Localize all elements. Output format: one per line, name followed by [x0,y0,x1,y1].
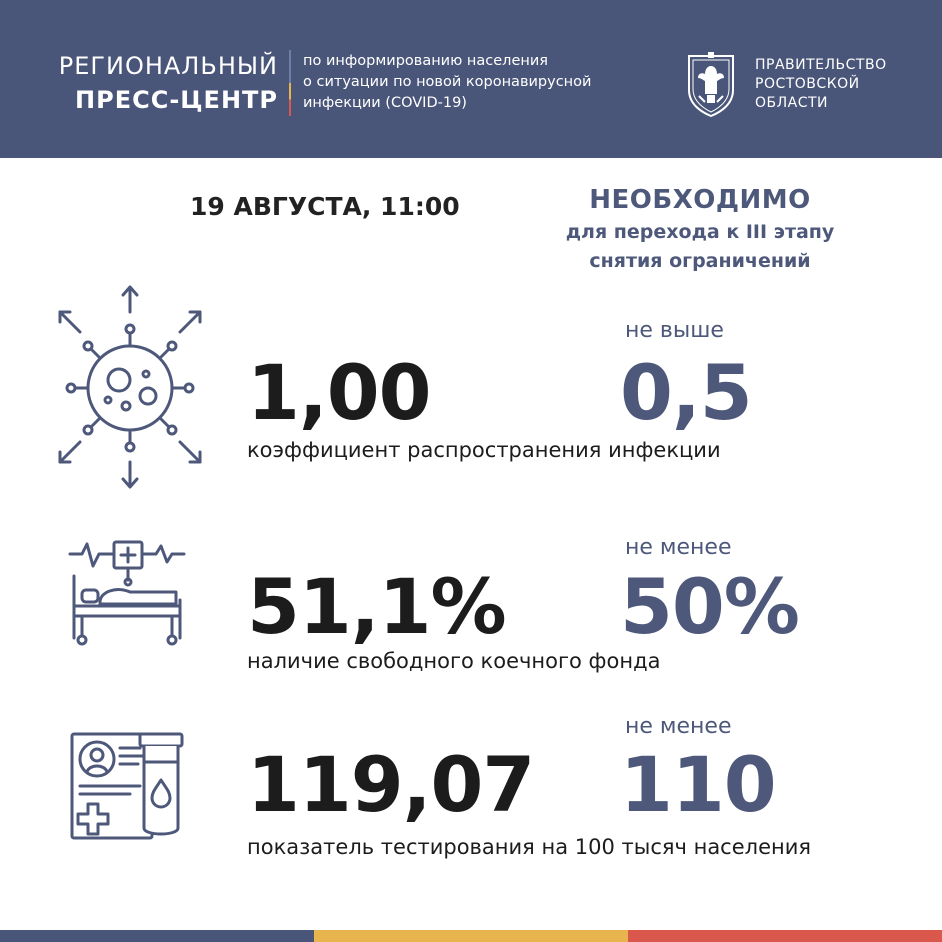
requirement-heading-line2: для перехода к III этапу [565,221,835,243]
header-description-line: инфекции (COVID-19) [303,95,467,111]
requirement-heading-line1: НЕОБХОДИМО [589,185,811,215]
metric-caption: показатель тестирования на 100 тысяч населения [247,835,812,859]
header-description-line: по информированию населения [303,53,548,69]
requirement-heading [520,183,880,275]
metric-value: 51,1% [247,562,506,651]
footer-stripe-blue [0,930,314,942]
metric-qualifier: не менее [625,714,732,739]
metric-qualifier: не выше [625,318,724,343]
press-center-title-line2: ПРЕСС-ЦЕНТР [75,86,278,114]
hospital-bed-icon [68,540,186,648]
metric-value: 119,07 [247,740,535,829]
metric-caption: коэффициент распространения инфекции [247,438,721,462]
requirement-heading-line3: снятия ограничений [589,250,811,272]
metric-value: 1,00 [247,348,431,437]
virus-spread-icon [50,282,210,492]
medical-test-icon [70,730,186,842]
government-name-line: РОСТОВСКОЙ [755,76,860,92]
metric-caption: наличие свободного коечного фонда [247,649,661,673]
footer-stripe-red [628,930,942,942]
coat-of-arms-icon [681,50,741,118]
header-description-line: о ситуации по новой коронавирусной [303,74,592,90]
government-name-line: ОБЛАСТИ [755,95,829,111]
metric-target: 110 [620,740,776,829]
metric-target: 0,5 [620,348,752,437]
government-name-line: ПРАВИТЕЛЬСТВО [755,57,887,73]
metric-qualifier: не менее [625,535,732,560]
header-banner [0,0,942,158]
header-divider [289,50,291,116]
metric-target: 50% [620,562,799,651]
press-center-title-line1: РЕГИОНАЛЬНЫЙ [58,52,278,80]
header-description [303,51,643,114]
date-time: 19 АВГУСТА, 11:00 [190,192,460,221]
footer-stripe-yellow [314,930,628,942]
government-name [755,56,887,113]
